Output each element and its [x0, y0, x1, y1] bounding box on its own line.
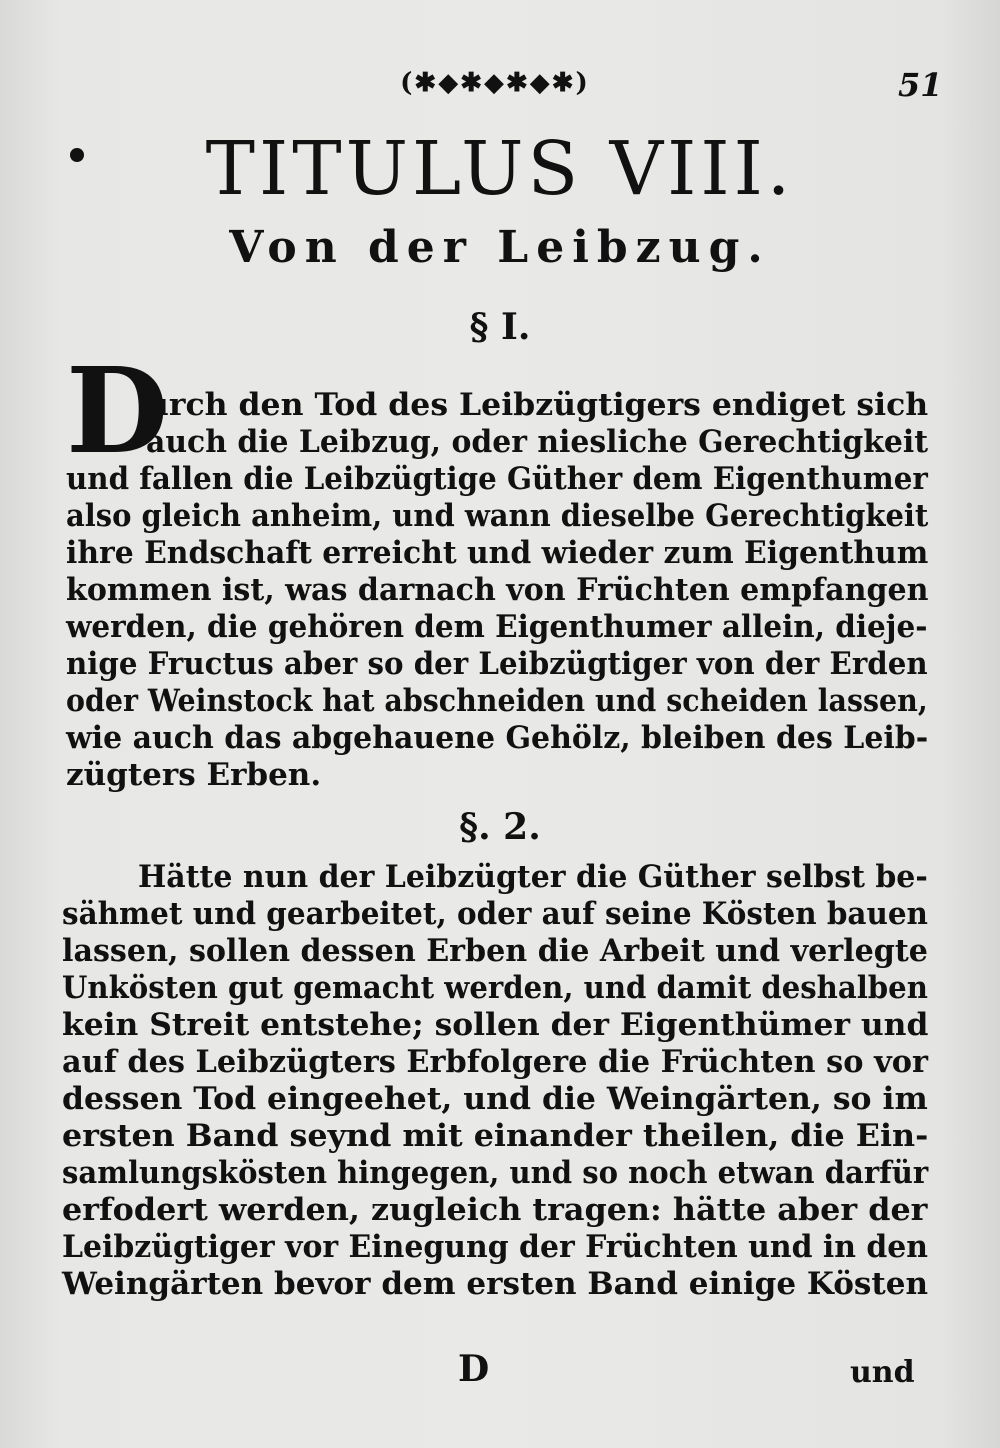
- text-line: auch die Leibzug, oder niesliche Gerechtigkeit: [146, 424, 929, 460]
- signature-mark: D: [458, 1348, 490, 1390]
- page-number: 51: [898, 66, 943, 104]
- text-line: zügters Erben.: [66, 757, 322, 793]
- chapter-subtitle: Von der Leibzug.: [229, 222, 771, 273]
- drop-cap-initial: D: [66, 341, 169, 480]
- text-line: Unkösten gut gemacht werden, und damit deshalben: [62, 970, 928, 1006]
- text-line: Leibzügtiger vor Einegung der Früchten und in den: [62, 1229, 929, 1265]
- text-line: erfodert werden, zugleich tragen: hätte aber der: [62, 1192, 928, 1228]
- text-line: urch den Tod des Leibzügtigers endiget sich: [146, 387, 929, 423]
- text-line: dessen Tod eingeehet, und die Weingärten, so im: [62, 1081, 928, 1117]
- text-line: samlungskösten hingegen, und so noch etwan darfür: [62, 1155, 929, 1191]
- chapter-title: TITULUS VIII.: [205, 126, 795, 212]
- header-ornament: (✱◆✱◆✱◆✱): [400, 68, 590, 98]
- text-line: ersten Band seynd mit einander theilen, die Ein-: [62, 1118, 929, 1154]
- text-line: nige Fructus aber so der Leibzügtiger von der Erden: [66, 646, 928, 682]
- section-mark-1: § I.: [469, 306, 531, 348]
- text-line: sähmet und gearbeitet, oder auf seine Kösten bauen: [62, 896, 928, 932]
- text-line: lassen, sollen dessen Erben die Arbeit und verlegte: [62, 933, 928, 969]
- text-line: und fallen die Leibzügtige Güther dem Eigenthumer: [66, 461, 928, 497]
- text-line: Weingärten bevor dem ersten Band einige Kösten: [62, 1266, 929, 1302]
- text-line: wie auch das abgehauene Gehölz, bleiben des Leib-: [66, 720, 929, 756]
- catchword: und: [850, 1355, 915, 1390]
- text-line: kommen ist, was darnach von Früchten empfangen: [66, 572, 929, 608]
- section-mark-2: §. 2.: [459, 806, 541, 848]
- text-line: kein Streit entstehe; sollen der Eigenthümer und: [62, 1007, 929, 1043]
- text-line: also gleich anheim, und wann dieselbe Gerechtigkeit: [66, 498, 929, 534]
- text-line: werden, die gehören dem Eigenthumer allein, dieje-: [66, 609, 928, 645]
- ink-dot: [70, 148, 84, 162]
- text-line: Hätte nun der Leibzügter die Güther selbst be-: [138, 859, 928, 895]
- text-line: oder Weinstock hat abschneiden und scheiden lassen,: [66, 683, 928, 719]
- text-line: ihre Endschaft erreicht und wieder zum Eigenthum: [66, 535, 929, 571]
- text-line: auf des Leibzügters Erbfolgere die Früchten so vor: [62, 1044, 928, 1080]
